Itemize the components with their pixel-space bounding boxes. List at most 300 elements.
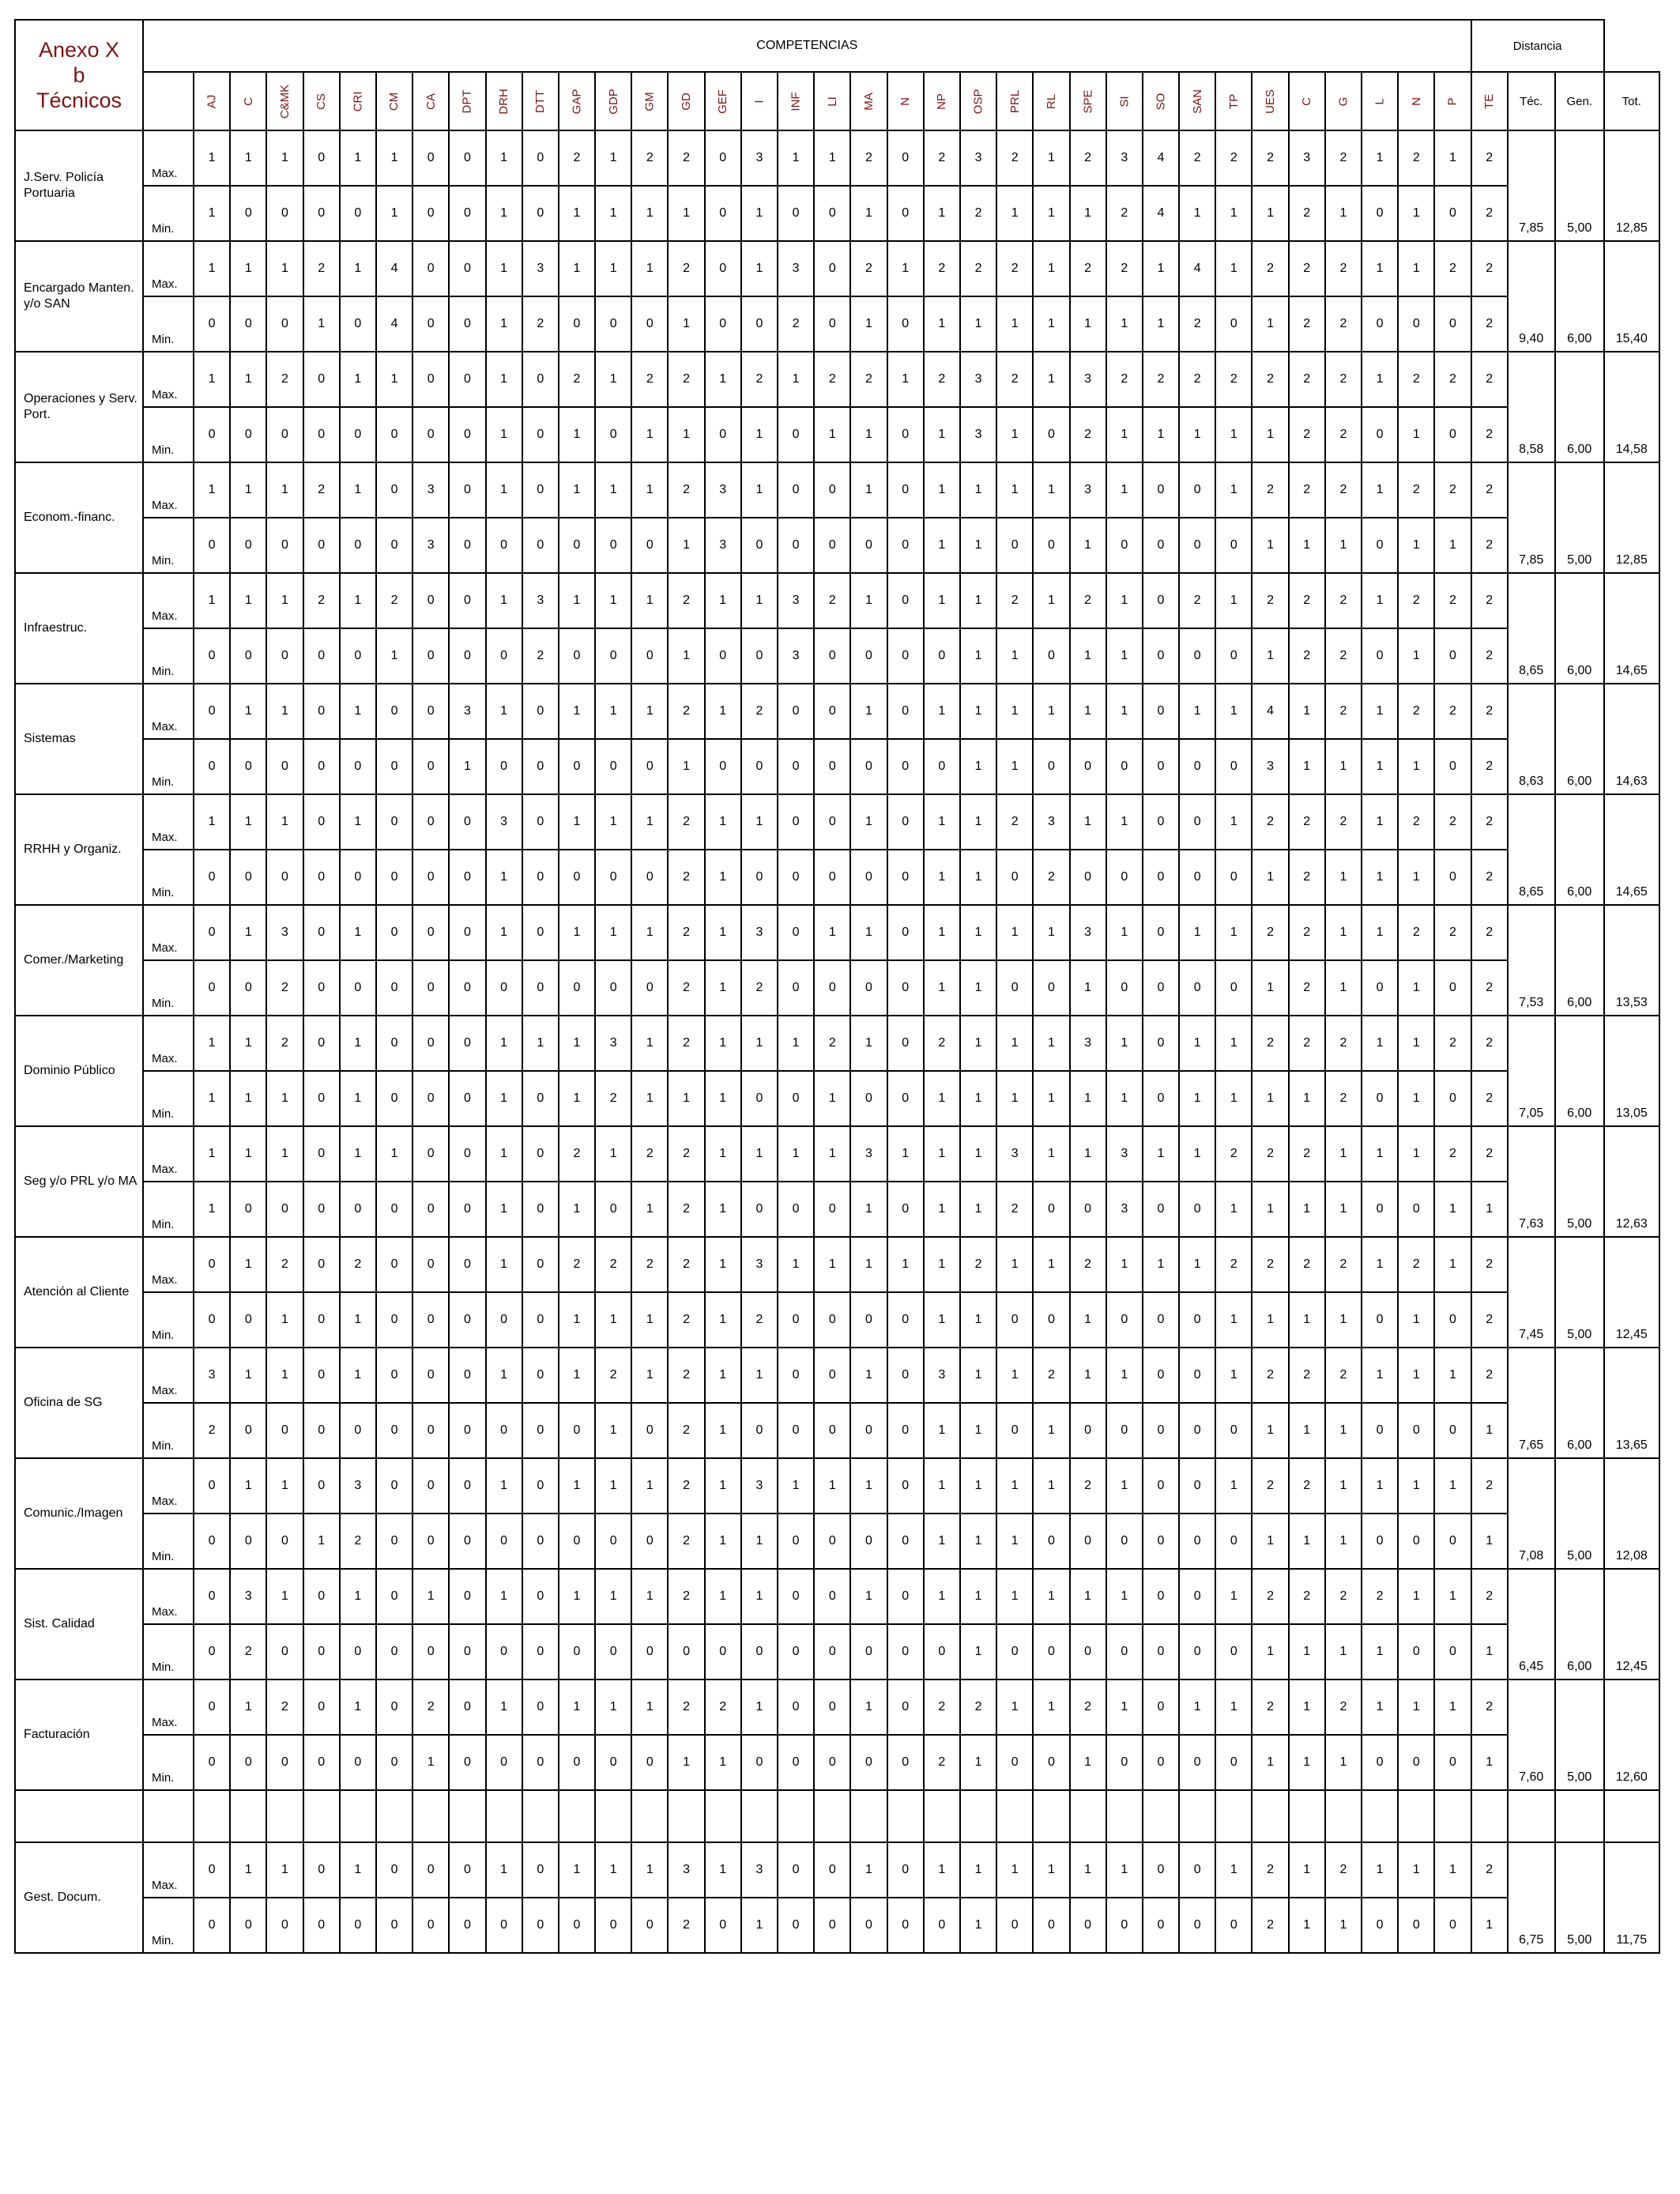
- min-value-cell: 0: [778, 739, 814, 794]
- max-value-cell: 1: [230, 1679, 266, 1735]
- max-value-cell: 2: [960, 1679, 996, 1735]
- max-value-cell: 1: [1362, 1842, 1398, 1898]
- max-value-cell: 2: [1398, 462, 1434, 518]
- max-value-cell: 0: [449, 1569, 485, 1624]
- min-value-cell: 1: [194, 1071, 230, 1126]
- min-value-cell: 0: [1033, 739, 1069, 794]
- min-value-cell: 0: [814, 1182, 850, 1237]
- min-value-cell: 1: [960, 518, 996, 573]
- max-value-cell: 2: [996, 130, 1033, 186]
- position-label: Oficina de SG: [15, 1348, 143, 1458]
- min-value-cell: 0: [595, 1624, 631, 1679]
- min-value-cell: 0: [1362, 518, 1398, 573]
- max-value-cell: 1: [595, 905, 631, 960]
- min-value-cell: 0: [1179, 1292, 1215, 1348]
- min-value-cell: 0: [814, 518, 850, 573]
- max-value-cell: 1: [194, 1126, 230, 1182]
- max-value-cell: 0: [887, 462, 924, 518]
- min-value-cell: 0: [778, 186, 814, 241]
- competency-code-header: [778, 72, 814, 130]
- max-value-cell: 1: [230, 573, 266, 628]
- max-value-cell: 0: [194, 1458, 230, 1514]
- max-value-cell: 0: [814, 1569, 850, 1624]
- max-value-cell: 0: [778, 1679, 814, 1735]
- max-value-cell: 0: [814, 684, 850, 739]
- distance-tec-cell: 7,05: [1508, 1016, 1555, 1126]
- max-value-cell: 1: [924, 794, 960, 850]
- max-value-cell: 0: [778, 684, 814, 739]
- min-value-cell: 1: [1471, 1514, 1508, 1569]
- max-value-cell: 0: [376, 462, 412, 518]
- max-value-cell: 1: [230, 1016, 266, 1071]
- distance-tec-cell: 7,85: [1508, 462, 1555, 573]
- max-value-cell: 2: [1325, 573, 1362, 628]
- min-value-cell: 0: [1070, 1624, 1106, 1679]
- min-value-cell: 0: [230, 1292, 266, 1348]
- max-value-cell: 0: [1179, 1348, 1215, 1403]
- min-value-cell: 2: [741, 1292, 778, 1348]
- max-value-cell: 0: [1143, 1842, 1179, 1898]
- min-value-cell: 2: [230, 1624, 266, 1679]
- min-value-cell: 0: [705, 296, 741, 352]
- max-value-cell: 2: [631, 352, 668, 407]
- max-value-cell: 2: [376, 573, 412, 628]
- max-value-cell: 2: [1106, 352, 1143, 407]
- max-value-cell: 1: [996, 1842, 1033, 1898]
- competency-code-header: [996, 72, 1033, 130]
- max-value-cell: 2: [1398, 130, 1434, 186]
- distance-tec-cell: 7,08: [1508, 1458, 1555, 1569]
- max-value-cell: 1: [559, 1842, 595, 1898]
- max-value-cell: 1: [814, 905, 850, 960]
- empty-cell: [1555, 1790, 1604, 1842]
- min-value-cell: 1: [996, 296, 1033, 352]
- competency-code-label: TP: [1226, 93, 1241, 109]
- min-value-cell: 0: [1362, 1514, 1398, 1569]
- min-label: Min.: [143, 296, 194, 352]
- min-value-cell: 1: [1398, 850, 1434, 905]
- min-value-cell: 1: [960, 1735, 996, 1790]
- min-value-cell: 0: [887, 1071, 924, 1126]
- distance-tot-cell: 12,45: [1604, 1569, 1659, 1679]
- competency-code-label: INF: [789, 91, 803, 111]
- table-row-min: [15, 1071, 1659, 1126]
- max-value-cell: 1: [705, 1569, 741, 1624]
- min-value-cell: 0: [1033, 1292, 1069, 1348]
- distance-gen-cell: 5,00: [1555, 1679, 1604, 1790]
- min-value-cell: 0: [1106, 1624, 1143, 1679]
- max-value-cell: 1: [887, 1237, 924, 1292]
- max-value-cell: 1: [376, 352, 412, 407]
- min-value-cell: 0: [1215, 628, 1252, 684]
- min-value-cell: 1: [1471, 1403, 1508, 1458]
- competency-code-label: NP: [935, 92, 949, 110]
- max-value-cell: 1: [887, 1126, 924, 1182]
- min-value-cell: 0: [1179, 518, 1215, 573]
- max-value-cell: 1: [1106, 794, 1143, 850]
- max-value-cell: 1: [1215, 1679, 1252, 1735]
- min-value-cell: 0: [1106, 518, 1143, 573]
- min-value-cell: 1: [303, 296, 340, 352]
- min-value-cell: 0: [631, 1735, 668, 1790]
- max-value-cell: 2: [1252, 1016, 1288, 1071]
- max-value-cell: 2: [924, 1679, 960, 1735]
- min-value-cell: 1: [1070, 960, 1106, 1016]
- annex-title: [15, 20, 143, 130]
- min-value-cell: 0: [705, 628, 741, 684]
- min-value-cell: 0: [1070, 1898, 1106, 1953]
- distance-gen-cell: 6,00: [1555, 1016, 1604, 1126]
- min-value-cell: 2: [1471, 407, 1508, 462]
- min-value-cell: 0: [522, 186, 559, 241]
- max-value-cell: 1: [1362, 130, 1398, 186]
- min-value-cell: 2: [668, 1898, 704, 1953]
- max-value-cell: 1: [376, 130, 412, 186]
- table-row-min: [15, 1514, 1659, 1569]
- competency-code-label: GEF: [716, 89, 730, 114]
- min-value-cell: 0: [412, 407, 449, 462]
- min-value-cell: 0: [778, 1898, 814, 1953]
- max-value-cell: 2: [1325, 1842, 1362, 1898]
- table-row-min: [15, 850, 1659, 905]
- min-value-cell: 2: [778, 296, 814, 352]
- max-value-cell: 1: [486, 352, 522, 407]
- min-value-cell: 0: [412, 1403, 449, 1458]
- max-value-cell: 1: [230, 1458, 266, 1514]
- max-value-cell: 0: [1179, 1569, 1215, 1624]
- min-value-cell: 0: [814, 628, 850, 684]
- max-value-cell: 1: [1070, 1126, 1106, 1182]
- empty-cell: [412, 1790, 449, 1842]
- min-value-cell: 1: [1179, 186, 1215, 241]
- max-value-cell: 0: [376, 794, 412, 850]
- max-value-cell: 2: [668, 1126, 704, 1182]
- min-value-cell: 0: [230, 960, 266, 1016]
- min-value-cell: 0: [303, 850, 340, 905]
- max-value-cell: 3: [741, 905, 778, 960]
- table-row-max: [15, 1842, 1659, 1898]
- min-value-cell: 0: [705, 1898, 741, 1953]
- min-value-cell: 0: [924, 1898, 960, 1953]
- max-value-cell: 0: [887, 794, 924, 850]
- max-value-cell: 1: [1398, 1569, 1434, 1624]
- distance-gen-cell: 6,00: [1555, 241, 1604, 352]
- max-value-cell: 1: [1179, 1679, 1215, 1735]
- min-value-cell: 1: [486, 186, 522, 241]
- min-value-cell: 0: [996, 1403, 1033, 1458]
- min-value-cell: 0: [522, 960, 559, 1016]
- max-value-cell: 2: [1471, 1348, 1508, 1403]
- min-value-cell: 1: [996, 1514, 1033, 1569]
- max-value-cell: 2: [668, 462, 704, 518]
- min-value-cell: 0: [340, 960, 376, 1016]
- max-value-cell: 1: [705, 1458, 741, 1514]
- empty-cell: [522, 1790, 559, 1842]
- min-value-cell: 0: [1398, 1735, 1434, 1790]
- max-value-cell: 2: [668, 1458, 704, 1514]
- min-value-cell: 0: [194, 1898, 230, 1953]
- min-value-cell: 1: [1471, 1624, 1508, 1679]
- max-value-cell: 1: [850, 1679, 887, 1735]
- min-value-cell: 0: [194, 739, 230, 794]
- min-value-cell: 0: [1143, 628, 1179, 684]
- max-value-cell: 2: [814, 1016, 850, 1071]
- min-value-cell: 1: [924, 186, 960, 241]
- distance-tec-cell: 9,40: [1508, 241, 1555, 352]
- max-value-cell: 1: [1362, 1126, 1398, 1182]
- min-value-cell: 0: [194, 296, 230, 352]
- competency-code-label: DTT: [533, 89, 548, 113]
- min-value-cell: 0: [595, 296, 631, 352]
- table-row-min: [15, 1735, 1659, 1790]
- max-value-cell: 0: [1179, 1842, 1215, 1898]
- max-value-cell: 4: [376, 241, 412, 296]
- min-value-cell: 1: [1215, 407, 1252, 462]
- max-value-cell: 0: [449, 241, 485, 296]
- max-value-cell: 2: [668, 794, 704, 850]
- min-value-cell: 0: [1033, 407, 1069, 462]
- max-label: Max.: [143, 1569, 194, 1624]
- min-value-cell: 1: [1106, 1071, 1143, 1126]
- min-value-cell: 1: [960, 1898, 996, 1953]
- max-value-cell: 1: [1215, 1016, 1252, 1071]
- max-value-cell: 0: [376, 1842, 412, 1898]
- min-value-cell: 0: [1143, 1071, 1179, 1126]
- max-value-cell: 0: [194, 1679, 230, 1735]
- max-value-cell: 2: [1325, 794, 1362, 850]
- max-value-cell: 1: [631, 684, 668, 739]
- min-value-cell: 1: [924, 1292, 960, 1348]
- min-value-cell: 2: [1289, 850, 1325, 905]
- min-value-cell: 1: [1215, 186, 1252, 241]
- competency-code-header: [850, 72, 887, 130]
- max-value-cell: 2: [1434, 241, 1471, 296]
- min-value-cell: 1: [1252, 1514, 1288, 1569]
- min-value-cell: 1: [486, 1071, 522, 1126]
- min-value-cell: 0: [1143, 960, 1179, 1016]
- max-value-cell: 0: [449, 1842, 485, 1898]
- competency-code-header: [230, 72, 266, 130]
- max-value-cell: 1: [1215, 1348, 1252, 1403]
- max-value-cell: 0: [303, 1348, 340, 1403]
- min-value-cell: 0: [1434, 186, 1471, 241]
- max-value-cell: 2: [668, 573, 704, 628]
- max-value-cell: 1: [705, 352, 741, 407]
- competency-code-header: [559, 72, 595, 130]
- max-value-cell: 1: [996, 462, 1033, 518]
- min-value-cell: 1: [1215, 1292, 1252, 1348]
- max-value-cell: 2: [1289, 1126, 1325, 1182]
- max-value-cell: 1: [595, 241, 631, 296]
- min-value-cell: 0: [778, 1292, 814, 1348]
- max-value-cell: 1: [1179, 684, 1215, 739]
- competency-code-header: [1434, 72, 1471, 130]
- min-value-cell: 1: [996, 407, 1033, 462]
- min-value-cell: 2: [1471, 186, 1508, 241]
- min-value-cell: 0: [887, 186, 924, 241]
- max-value-cell: 3: [1033, 794, 1069, 850]
- max-value-cell: 1: [631, 1569, 668, 1624]
- max-value-cell: 3: [778, 573, 814, 628]
- max-value-cell: 1: [705, 1126, 741, 1182]
- max-value-cell: 1: [559, 1569, 595, 1624]
- competency-code-header: [1070, 72, 1106, 130]
- max-value-cell: 1: [1143, 1126, 1179, 1182]
- competency-code-label: GDP: [606, 88, 620, 115]
- max-value-cell: 1: [340, 684, 376, 739]
- max-value-cell: 2: [1434, 684, 1471, 739]
- min-value-cell: 2: [1070, 407, 1106, 462]
- max-value-cell: 2: [924, 1016, 960, 1071]
- max-value-cell: 1: [924, 573, 960, 628]
- max-value-cell: 1: [230, 241, 266, 296]
- min-value-cell: 0: [522, 1624, 559, 1679]
- min-value-cell: 1: [631, 1182, 668, 1237]
- min-value-cell: 0: [340, 628, 376, 684]
- max-value-cell: 0: [449, 1237, 485, 1292]
- table-row-min: [15, 1292, 1659, 1348]
- min-value-cell: 1: [1325, 1514, 1362, 1569]
- empty-cell: [15, 1790, 143, 1842]
- max-value-cell: 2: [1289, 1569, 1325, 1624]
- max-value-cell: 1: [559, 794, 595, 850]
- max-value-cell: 0: [887, 684, 924, 739]
- min-value-cell: 1: [705, 1071, 741, 1126]
- competency-code-label: GAP: [570, 89, 584, 114]
- max-value-cell: 1: [340, 1842, 376, 1898]
- min-value-cell: 0: [194, 1292, 230, 1348]
- min-value-cell: 0: [887, 1292, 924, 1348]
- max-value-cell: 2: [266, 1016, 303, 1071]
- competency-code-label: N: [898, 96, 913, 106]
- max-value-cell: 3: [1070, 462, 1106, 518]
- max-value-cell: 1: [522, 1016, 559, 1071]
- max-value-cell: 0: [412, 1126, 449, 1182]
- min-value-cell: 1: [1362, 850, 1398, 905]
- max-value-cell: 1: [1398, 241, 1434, 296]
- max-value-cell: 1: [705, 1842, 741, 1898]
- max-value-cell: 3: [522, 573, 559, 628]
- max-value-cell: 1: [960, 462, 996, 518]
- max-value-cell: 0: [887, 1842, 924, 1898]
- max-value-cell: 2: [1471, 905, 1508, 960]
- max-value-cell: 0: [376, 1348, 412, 1403]
- max-value-cell: 1: [1362, 352, 1398, 407]
- max-value-cell: 3: [778, 241, 814, 296]
- min-value-cell: 1: [1215, 1071, 1252, 1126]
- min-value-cell: 1: [1106, 628, 1143, 684]
- min-value-cell: 0: [486, 518, 522, 573]
- min-value-cell: 0: [631, 960, 668, 1016]
- max-value-cell: 1: [887, 352, 924, 407]
- max-value-cell: 2: [1362, 1569, 1398, 1624]
- max-value-cell: 1: [778, 1458, 814, 1514]
- min-value-cell: 1: [960, 628, 996, 684]
- max-value-cell: 2: [303, 573, 340, 628]
- min-value-cell: 0: [924, 1624, 960, 1679]
- distance-gen-cell: 6,00: [1555, 1569, 1604, 1679]
- max-value-cell: 1: [194, 462, 230, 518]
- min-value-cell: 2: [741, 960, 778, 1016]
- max-value-cell: 1: [850, 1842, 887, 1898]
- competencias-header: COMPETENCIAS: [143, 20, 1471, 72]
- min-value-cell: 1: [1033, 296, 1069, 352]
- max-value-cell: 1: [1106, 1569, 1143, 1624]
- min-value-cell: 0: [230, 1403, 266, 1458]
- max-value-cell: 0: [376, 684, 412, 739]
- max-value-cell: 2: [1471, 1237, 1508, 1292]
- min-value-cell: 2: [266, 960, 303, 1016]
- min-value-cell: 1: [1325, 518, 1362, 573]
- min-value-cell: 0: [449, 186, 485, 241]
- competency-code-label: CM: [387, 92, 401, 111]
- min-value-cell: 1: [850, 407, 887, 462]
- min-value-cell: 0: [522, 518, 559, 573]
- max-value-cell: 1: [814, 130, 850, 186]
- min-value-cell: 0: [778, 850, 814, 905]
- min-label: Min.: [143, 850, 194, 905]
- max-value-cell: 2: [1434, 794, 1471, 850]
- min-value-cell: 0: [486, 1735, 522, 1790]
- distance-tot-cell: 12,85: [1604, 462, 1659, 573]
- max-value-cell: 2: [668, 1016, 704, 1071]
- max-value-cell: 1: [230, 462, 266, 518]
- max-value-cell: 1: [631, 1842, 668, 1898]
- max-value-cell: 1: [194, 1016, 230, 1071]
- empty-cell: [741, 1790, 778, 1842]
- max-label: Max.: [143, 573, 194, 628]
- max-value-cell: 2: [1215, 1237, 1252, 1292]
- table-row-max: [15, 1016, 1659, 1071]
- min-value-cell: 0: [996, 1292, 1033, 1348]
- min-value-cell: 0: [1434, 850, 1471, 905]
- max-value-cell: 1: [1215, 462, 1252, 518]
- max-value-cell: 1: [996, 1679, 1033, 1735]
- empty-cell: [449, 1790, 485, 1842]
- max-value-cell: 0: [194, 684, 230, 739]
- min-value-cell: 0: [850, 518, 887, 573]
- max-value-cell: 2: [924, 352, 960, 407]
- min-value-cell: 0: [1179, 1735, 1215, 1790]
- max-value-cell: 0: [303, 684, 340, 739]
- max-value-cell: 2: [1252, 130, 1288, 186]
- max-value-cell: 2: [1325, 1569, 1362, 1624]
- max-value-cell: 0: [449, 130, 485, 186]
- distance-gen-cell: 6,00: [1555, 794, 1604, 905]
- max-value-cell: 0: [705, 241, 741, 296]
- min-value-cell: 0: [559, 296, 595, 352]
- max-value-cell: 3: [1070, 1016, 1106, 1071]
- competency-code-label: OSP: [971, 89, 985, 114]
- max-value-cell: 1: [595, 352, 631, 407]
- max-value-cell: 0: [522, 1348, 559, 1403]
- position-label: Comer./Marketing: [15, 905, 143, 1016]
- max-value-cell: 3: [960, 352, 996, 407]
- min-label: Min.: [143, 407, 194, 462]
- max-value-cell: 1: [1106, 905, 1143, 960]
- table-row-max: [15, 1348, 1659, 1403]
- max-value-cell: 1: [340, 1016, 376, 1071]
- empty-cell: [595, 1790, 631, 1842]
- max-value-cell: 2: [850, 130, 887, 186]
- position-label: Operaciones y Serv. Port.: [15, 352, 143, 462]
- competency-code-header: [741, 72, 778, 130]
- max-value-cell: 1: [266, 462, 303, 518]
- max-value-cell: 1: [741, 573, 778, 628]
- max-value-cell: 1: [924, 905, 960, 960]
- min-value-cell: 1: [1289, 1403, 1325, 1458]
- max-value-cell: 1: [996, 1569, 1033, 1624]
